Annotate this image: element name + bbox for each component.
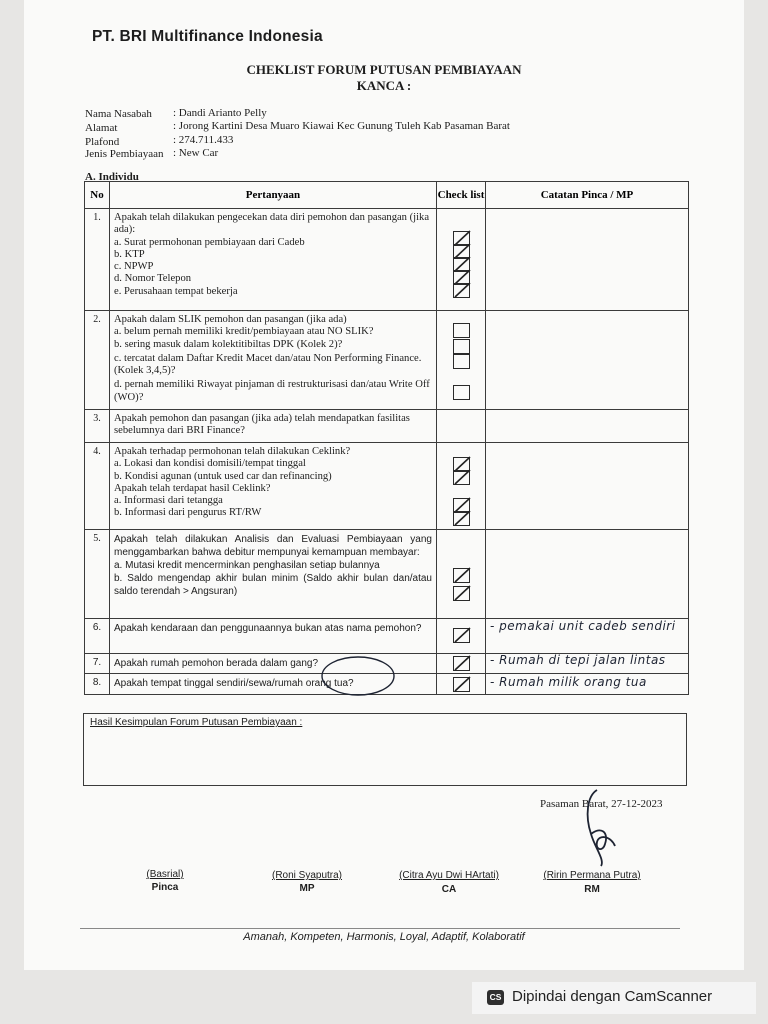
question-option: b. Kondisi agunan (untuk used car dan refinancing) <box>114 470 332 482</box>
row-number: 4. <box>85 443 110 530</box>
place-date: Pasaman Barat, 27-12-2023 <box>540 798 663 810</box>
row-number: 5. <box>85 530 110 619</box>
checked-box[interactable] <box>453 470 470 485</box>
note-cell <box>486 311 689 410</box>
row-number: 8. <box>85 674 110 695</box>
question-text: Apakah rumah pemohon berada dalam gang? <box>114 658 319 669</box>
question-option: b. Saldo mengendap akhir bulan minim (Saldo akhir bulan dan/atau saldo terendah > Angsuran) <box>114 573 432 597</box>
question-text: Apakah terhadap permohonan telah dilakukan Ceklink? <box>114 446 351 457</box>
signatory-name: (Ririn Permana Putra) <box>543 870 641 881</box>
checklist-cell <box>437 209 486 311</box>
table-row <box>85 209 689 311</box>
handwritten-note: - Rumah di tepi jalan lintas <box>490 653 666 667</box>
camscanner-text: Dipindai dengan CamScanner <box>512 988 713 1005</box>
camscanner-watermark <box>472 982 756 1014</box>
question-text: Apakah kendaraan dan penggunaannya bukan atas nama pemohon? <box>110 619 437 654</box>
document-subtitle: KANCA : <box>356 78 412 93</box>
note-cell <box>486 410 689 443</box>
question-option: b. Informasi dari pengurus RT/RW <box>114 507 262 519</box>
col-question-header: Pertanyaan <box>110 182 437 209</box>
camscanner-logo-icon: CS <box>487 990 504 1005</box>
checked-box[interactable] <box>453 568 470 583</box>
signatory-name: (Roni Syaputra) <box>271 870 343 881</box>
note-cell <box>486 209 689 311</box>
row-number: 1. <box>85 209 110 311</box>
empty-checkbox[interactable] <box>453 385 470 400</box>
question-option: e. Perusahaan tempat bekerja <box>114 285 238 297</box>
section-heading: A. Individu <box>85 171 139 183</box>
question-option: a. Mutasi kredit mencerminkan penghasilan setiap bulannya <box>114 560 380 571</box>
handwritten-note: - pemakai unit cadeb sendiri <box>490 619 676 633</box>
footer-divider <box>80 928 680 929</box>
signatory-role: RM <box>584 884 600 895</box>
empty-checkbox[interactable] <box>453 339 470 354</box>
checklist-cell <box>437 654 486 674</box>
checked-box[interactable] <box>453 283 470 298</box>
checklist-cell <box>437 619 486 654</box>
footer-values: Amanah, Kompeten, Harmonis, Loyal, Adaptif, Kolaboratif <box>243 931 525 943</box>
signatory-role: Pinca <box>151 882 179 893</box>
table-row <box>85 311 689 410</box>
checklist-cell <box>437 410 486 443</box>
document-title: CHEKLIST FORUM PUTUSAN PEMBIAYAAN <box>246 62 522 77</box>
question-option: a. Surat permohonan pembiayaan dari Cadeb <box>114 236 305 248</box>
checked-box[interactable] <box>453 656 470 671</box>
handwritten-signature <box>575 786 623 870</box>
row-number: 6. <box>85 619 110 654</box>
checklist-cell <box>437 443 486 530</box>
question-option: c. NPWP <box>114 261 154 273</box>
checklist-cell <box>437 311 486 410</box>
plafond-label: Plafond <box>85 136 120 148</box>
question-option: b. sering masuk dalam kolektitibiltas DPK (Kolek 2)? <box>114 338 343 350</box>
empty-checkbox[interactable] <box>453 354 470 369</box>
question-text: Apakah pemohon dan pasangan (jika ada) telah mendapatkan fasilitas sebelumnya dari BRI Finance? <box>110 410 437 443</box>
checklist-cell <box>437 674 486 695</box>
question-option: b. KTP <box>114 248 145 260</box>
question-option: a. Informasi dari tetangga <box>114 495 223 507</box>
plafond-value: : 274.711.433 <box>173 134 234 146</box>
signatory-name: (Citra Ayu Dwi HArtati) <box>399 870 499 881</box>
checklist-cell <box>437 530 486 619</box>
signatory-role: MP <box>299 883 315 894</box>
row-number: 2. <box>85 311 110 410</box>
table-row <box>85 530 689 619</box>
checked-box[interactable] <box>453 628 470 643</box>
table-row <box>85 443 689 530</box>
customer-address-value: : Jorong Kartini Desa Muaro Kiawai Kec Gunung Tuleh Kab Pasaman Barat <box>173 120 510 132</box>
checked-box[interactable] <box>453 586 470 601</box>
financing-type-value: : New Car <box>173 147 219 159</box>
question-text: Apakah telah dilakukan Analisis dan Evaluasi Pembiayaan yang menggambarkan bahwa debitur mempunyai kemampuan membayar: <box>114 534 432 558</box>
customer-address-label: Alamat <box>85 122 118 134</box>
question-option: a. belum pernah memiliki kredit/pembiayaan atau NO SLIK? <box>114 326 374 338</box>
handwritten-note: - Rumah milik orang tua <box>490 675 647 689</box>
signatory-role: CA <box>441 884 457 895</box>
signatory-name: (Basrial) <box>146 869 184 880</box>
row-number: 3. <box>85 410 110 443</box>
question-text: Apakah dalam SLIK pemohon dan pasangan (jika ada) <box>114 314 347 325</box>
row-number: 7. <box>85 654 110 674</box>
table-row <box>85 410 689 443</box>
empty-checkbox[interactable] <box>453 323 470 338</box>
checked-box[interactable] <box>453 677 470 692</box>
conclusion-label: Hasil Kesimpulan Forum Putusan Pembiayaan : <box>90 717 303 728</box>
question-text: Apakah telah dilakukan pengecekan data diri pemohon dan pasangan (jika ada): <box>114 212 430 236</box>
question-option: c. tercatat dalam Daftar Kredit Macet dan/atau Non Performing Finance. (Kolek 3,4,5)? <box>114 352 422 377</box>
financing-type-label: Jenis Pembiayaan <box>85 148 164 160</box>
col-note-header: Catatan Pinca / MP <box>486 182 689 209</box>
customer-name-value: : Dandi Arianto Pelly <box>173 107 267 119</box>
table-row <box>85 619 689 654</box>
question-option: d. Nomor Telepon <box>114 273 192 285</box>
col-no-header: No <box>85 182 110 209</box>
question-option: d. pernah memiliki Riwayat pinjaman di restrukturisasi dan/atau Write Off (WO)? <box>114 379 430 403</box>
question-option: a. Lokasi dan kondisi domisili/tempat tinggal <box>114 458 306 470</box>
col-check-header: Check list <box>437 182 486 209</box>
conclusion-box <box>83 713 687 786</box>
note-cell <box>486 530 689 619</box>
question-text: Apakah tempat tinggal sendiri/sewa/rumah orang tua? <box>110 674 437 695</box>
checked-box[interactable] <box>453 511 470 526</box>
note-cell <box>486 443 689 530</box>
customer-name-label: Nama Nasabah <box>85 108 152 120</box>
question-text: Apakah telah terdapat hasil Ceklink? <box>114 482 271 494</box>
company-name: PT. BRI Multifinance Indonesia <box>92 28 323 45</box>
checklist-table <box>84 181 689 695</box>
handwritten-circle-annotation <box>318 652 398 700</box>
